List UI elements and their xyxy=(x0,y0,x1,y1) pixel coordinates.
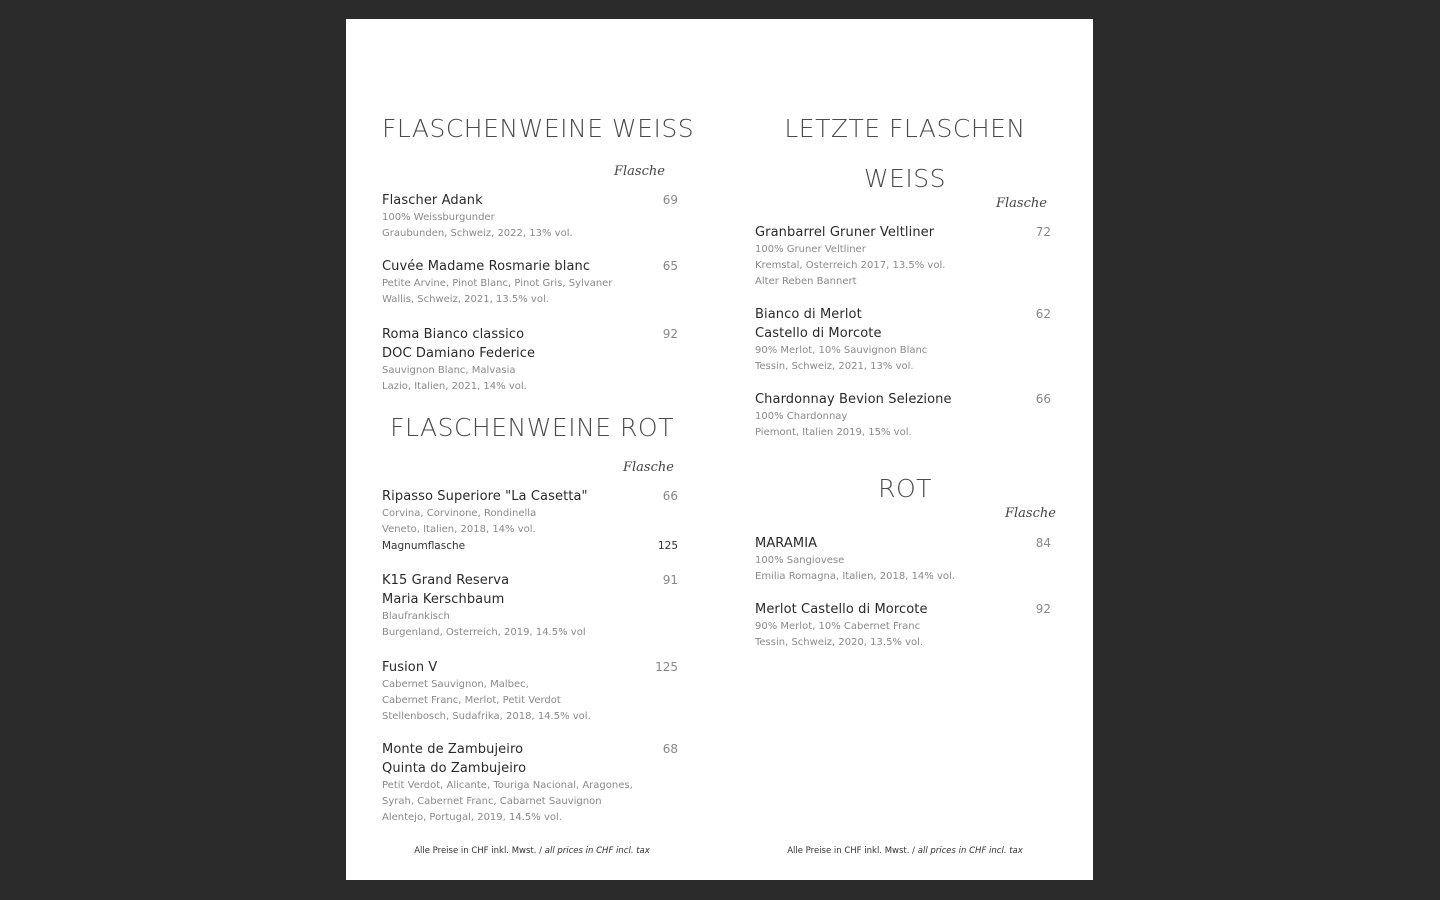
wine-origin: Lazio, Italien, 2021, 14% vol. xyxy=(382,381,527,392)
heading-white: WEISS xyxy=(863,164,947,193)
wine-origin: Tessin, Schweiz, 2020, 13.5% vol. xyxy=(755,637,924,648)
bottle-column-label: Flasche xyxy=(614,164,665,179)
wine-price: 91 xyxy=(662,573,678,587)
bottle-column-label: Flasche xyxy=(996,196,1047,211)
wine-price: 62 xyxy=(1035,307,1051,321)
wine-item xyxy=(382,257,678,308)
wine-grapes: 100% Chardonnay xyxy=(755,411,848,422)
wine-item xyxy=(382,487,678,554)
wine-name: Bianco di Merlot xyxy=(755,307,862,322)
wine-price: 72 xyxy=(1035,225,1051,239)
footer-en: all prices in CHF incl. tax xyxy=(917,846,1023,856)
wine-origin: Piemont, Italien 2019, 15% vol. xyxy=(755,427,912,438)
footer-separator: / xyxy=(539,846,543,856)
wine-name: Chardonnay Bevion Selezione xyxy=(755,392,952,407)
wine-grapes: Syrah, Cabernet Franc, Cabarnet Sauvignon xyxy=(382,796,602,807)
wine-grapes: 100% Weissburgunder xyxy=(382,212,495,223)
wine-grapes: 90% Merlot, 10% Cabernet Franc xyxy=(755,621,921,632)
heading-red: ROT xyxy=(878,474,932,503)
wine-grapes: Blaufrankisch xyxy=(382,611,450,622)
wine-item xyxy=(382,658,678,725)
wine-name: Cuvée Madame Rosmarie blanc xyxy=(382,259,591,274)
wine-price: 66 xyxy=(662,489,678,503)
price-footer xyxy=(755,846,1055,856)
wine-name: Granbarrel Gruner Veltliner xyxy=(755,225,935,240)
wine-origin: Burgenland, Osterreich, 2019, 14.5% vol xyxy=(382,627,586,638)
wine-item xyxy=(755,534,1051,585)
wine-grapes: 100% Gruner Veltliner xyxy=(755,244,866,255)
wine-item xyxy=(755,390,1051,441)
wine-price: 68 xyxy=(662,742,678,756)
heading-last-bottles: LETZTE FLASCHEN xyxy=(784,114,1026,143)
wine-name: Roma Bianco classico xyxy=(382,327,525,342)
footer-de: Alle Preise in CHF inkl. Mwst. xyxy=(414,846,537,856)
wine-grapes: Petit Verdot, Alicante, Touriga Nacional, Aragones, xyxy=(382,780,633,791)
wine-producer: Castello di Morcote xyxy=(755,326,882,341)
wine-price: 92 xyxy=(1035,602,1051,616)
wine-grapes: Cabernet Franc, Merlot, Petit Verdot xyxy=(382,695,561,706)
wine-name: K15 Grand Reserva xyxy=(382,573,510,588)
wine-origin: Emilia Romagna, Italien, 2018, 14% vol. xyxy=(755,571,955,582)
footer-de: Alle Preise in CHF inkl. Mwst. xyxy=(787,846,910,856)
magnum-label: Magnumflasche xyxy=(382,540,466,552)
wine-name: Ripasso Superiore "La Casetta" xyxy=(382,489,588,504)
bottle-column-label: Flasche xyxy=(623,460,674,475)
wine-price: 66 xyxy=(1035,392,1051,406)
wine-producer: Quinta do Zambujeiro xyxy=(382,761,527,776)
footer-separator: / xyxy=(912,846,916,856)
wine-grapes: Corvina, Corvinone, Rondinella xyxy=(382,508,537,519)
footer-en: all prices in CHF incl. tax xyxy=(544,846,650,856)
menu-page xyxy=(346,19,1093,880)
wine-origin: Tessin, Schweiz, 2021, 13% vol. xyxy=(755,361,914,372)
wine-grapes: Sauvignon Blanc, Malvasia xyxy=(382,365,516,376)
price-footer xyxy=(382,846,682,856)
wine-price: 84 xyxy=(1035,536,1051,550)
wine-grapes: 90% Merlot, 10% Sauvignon Blanc xyxy=(755,345,928,356)
wine-price: 65 xyxy=(662,259,678,273)
heading-white-wines: FLASCHENWEINE WEISS xyxy=(382,114,695,143)
wine-origin: Stellenbosch, Sudafrika, 2018, 14.5% vol. xyxy=(382,711,591,722)
wine-name: Merlot Castello di Morcote xyxy=(755,602,928,617)
wine-item xyxy=(382,191,678,242)
wine-item xyxy=(382,740,678,826)
wine-origin: Kremstal, Osterreich 2017, 13.5% vol. xyxy=(755,260,946,271)
heading-red-wines: FLASCHENWEINE ROT xyxy=(390,413,674,442)
bottle-column-label: Flasche xyxy=(1005,506,1056,521)
wine-price: 125 xyxy=(655,660,678,674)
wine-item xyxy=(382,325,678,395)
wine-origin: Alentejo, Portugal, 2019, 14.5% vol. xyxy=(382,812,562,823)
wine-grapes: Petite Arvine, Pinot Blanc, Pinot Gris, Sylvaner xyxy=(382,278,613,289)
wine-origin: Graubunden, Schweiz, 2022, 13% vol. xyxy=(382,228,573,239)
wine-item xyxy=(382,571,678,641)
wine-grapes: 100% Sangiovese xyxy=(755,555,845,566)
wine-item xyxy=(755,223,1051,290)
wine-item xyxy=(755,305,1051,375)
wine-name: Flascher Adank xyxy=(382,193,483,208)
wine-grapes: Cabernet Sauvignon, Malbec, xyxy=(382,679,529,690)
wine-name: Monte de Zambujeiro xyxy=(382,742,524,757)
wine-name: MARAMIA xyxy=(755,536,818,551)
wine-price: 69 xyxy=(662,193,678,207)
wine-name: Fusion V xyxy=(382,660,438,675)
wine-producer: Maria Kerschbaum xyxy=(382,592,505,607)
wine-price: 92 xyxy=(662,327,678,341)
wine-origin: Wallis, Schweiz, 2021, 13.5% vol. xyxy=(382,294,549,305)
wine-producer: DOC Damiano Federice xyxy=(382,346,536,361)
wine-note: Alter Reben Bannert xyxy=(755,276,857,287)
magnum-price: 125 xyxy=(657,540,678,552)
wine-item xyxy=(755,600,1051,651)
wine-origin: Veneto, Italien, 2018, 14% vol. xyxy=(382,524,536,535)
